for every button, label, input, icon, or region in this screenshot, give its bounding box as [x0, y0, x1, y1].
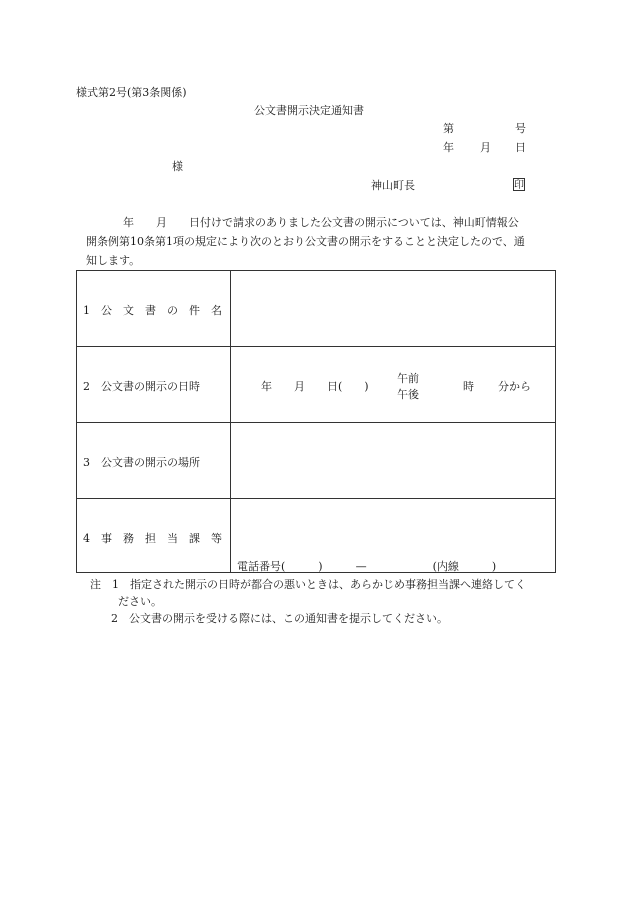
datetime-am: 午前	[397, 372, 419, 385]
note-1-line-a: 注 1 指定された開示の日時が都合の悪いときは、あらかじめ事務担当課へ連絡してく	[90, 578, 526, 591]
note-1-line-b: ださい。	[118, 595, 162, 608]
body-line-3: 知します。	[86, 254, 141, 267]
table-row-datetime	[77, 346, 555, 422]
datetime-minute: 分から	[498, 380, 531, 393]
department-phone: 電話番号( ) — (内線 )	[237, 560, 497, 573]
table-row-location	[77, 422, 555, 498]
seal-stamp: 印	[514, 180, 524, 191]
row-label-department: 4 事 務 担 当 課 等	[83, 532, 222, 545]
document-number-suffix: 号	[515, 122, 526, 135]
date-month: 月	[480, 141, 491, 154]
row-label-subject: 1 公 文 書 の 件 名	[83, 304, 222, 317]
date-year: 年	[443, 141, 454, 154]
row-label-datetime: 2 公文書の開示の日時	[83, 380, 200, 393]
document-number-prefix: 第	[443, 122, 454, 135]
recipient-suffix: 様	[172, 160, 183, 173]
form-number: 様式第2号(第3条関係)	[76, 86, 187, 99]
disclosure-table	[76, 270, 556, 573]
seal-mark	[513, 178, 525, 192]
datetime-pm: 午後	[397, 388, 419, 401]
page-title: 公文書開示決定通知書	[254, 104, 364, 117]
datetime-date: 年 月 日( )	[261, 380, 369, 393]
body-line-1: 年 月 日付けで請求のありました公文書の開示については、神山町情報公	[123, 216, 519, 229]
table-row-department	[77, 498, 555, 573]
table-row-subject	[77, 271, 555, 346]
row-label-location: 3 公文書の開示の場所	[83, 456, 200, 469]
note-2: 2 公文書の開示を受ける際には、この通知書を提示してください。	[111, 612, 448, 625]
notes	[90, 576, 526, 627]
body-line-2: 開条例第10条第1項の規定により次のとおり公文書の開示をすることと決定したので、通	[86, 235, 525, 248]
notice-body	[76, 213, 561, 270]
datetime-hour: 時	[463, 380, 474, 393]
issuer-name: 神山町長	[371, 179, 415, 192]
date-day: 日	[515, 141, 526, 154]
